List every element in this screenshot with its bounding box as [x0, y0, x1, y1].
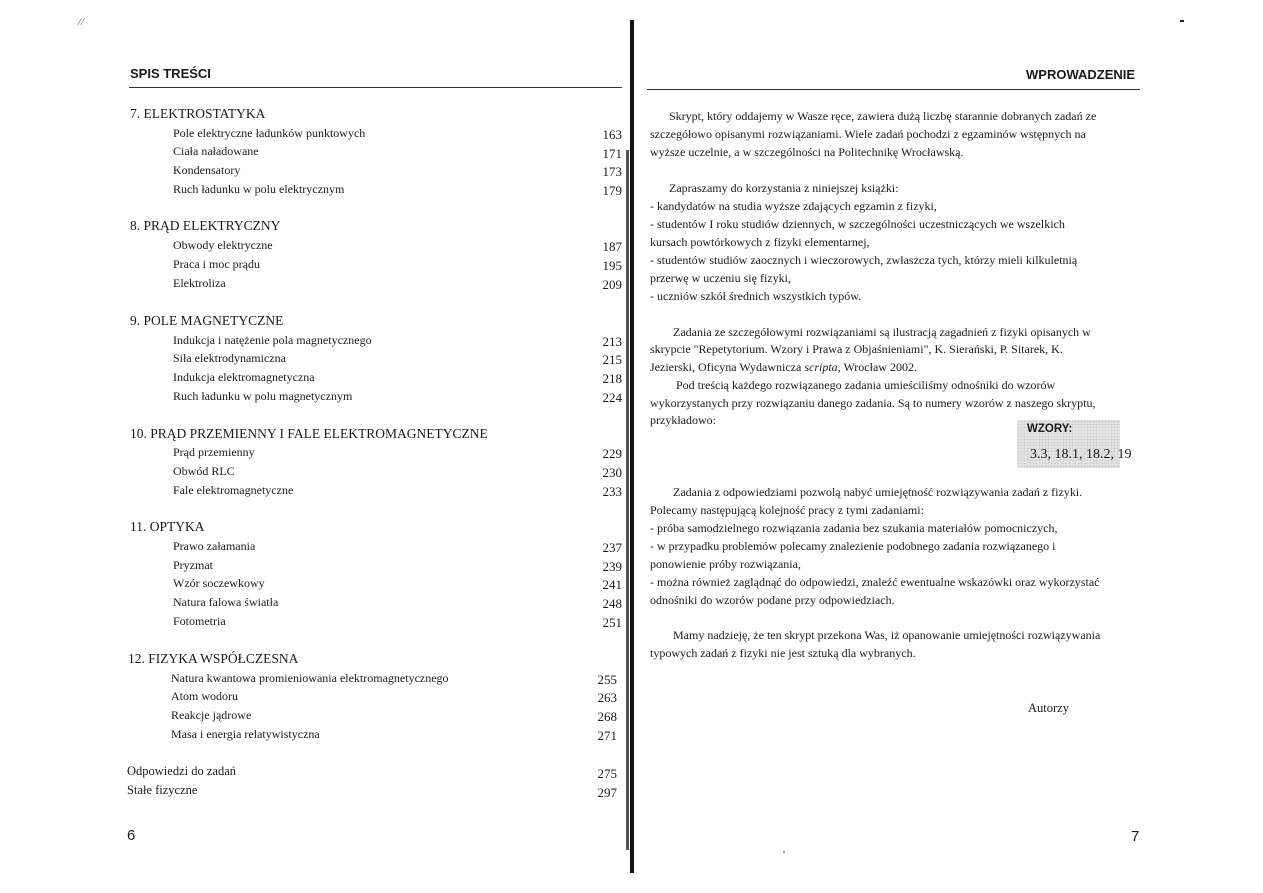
corner-mark — [1180, 20, 1184, 22]
toc-chapter-8: 8. PRĄD ELEKTRYCZNY — [130, 218, 281, 233]
toc-item: Reakcje jądrowe — [171, 708, 252, 722]
toc-item-constants: Stałe fizyczne — [127, 783, 198, 797]
toc-item: Fotometria — [173, 614, 226, 628]
intro-line: Pod treścią każdego rozwiązanego zadania umieściliśmy odnośniki do wzorów — [676, 378, 1056, 392]
toc-item: Pole elektryczne ładunków punktowych — [173, 126, 366, 140]
toc-page-number: 268 — [597, 709, 617, 724]
toc-item: Prąd przemienny — [173, 445, 255, 459]
left-header-rule — [129, 87, 622, 88]
toc-page-number: 179 — [602, 183, 622, 198]
toc-item: Praca i moc prądu — [173, 257, 260, 271]
intro-line: Polecamy następującą kolejność pracy z tymi zadaniami: — [650, 503, 924, 517]
toc-page-number: 248 — [602, 596, 622, 611]
toc-page-number: 251 — [602, 615, 622, 630]
intro-bullet: - kandydatów na studia wyższe zdających egzamin z fizyki, — [650, 199, 937, 213]
toc-item: Obwody elektryczne — [173, 238, 273, 252]
intro-header: WPROWADZENIE — [1026, 67, 1136, 82]
toc-item: Fale elektromagnetyczne — [173, 483, 294, 497]
corner-marks: // — [78, 16, 85, 28]
toc-item: Ruch ładunku w polu elektrycznym — [173, 182, 345, 196]
intro-line: ponowienie próby rozwiązania, — [650, 557, 801, 571]
toc-page-number: 195 — [602, 258, 622, 273]
left-page-number: 6 — [127, 827, 136, 844]
intro-bullet: - można również zaglądnąć do odpowiedzi, znaleźć ewentualne wskazówki oraz wykorzystać — [650, 575, 1100, 589]
intro-line: wyższe uczelnie, a w szczególności na Politechnikę Wrocławską. — [650, 145, 964, 159]
publisher-name: scripta — [804, 360, 838, 374]
right-page-number: 7 — [1131, 828, 1140, 845]
toc-item: Atom wodoru — [171, 689, 238, 703]
toc-page-number: 237 — [602, 540, 622, 555]
toc-item: Ruch ładunku w polu magnetycznym — [173, 389, 353, 403]
intro-bullet: - studentów studiów zaocznych i wieczorowych, zwłaszcza tych, którzy mieli kilkuletnią — [650, 253, 1078, 267]
wzory-label: WZORY: — [1027, 423, 1073, 435]
intro-line: Skrypt, który oddajemy w Wasze ręce, zawiera dużą liczbę starannie dobranych zadań ze — [669, 109, 1097, 123]
toc-page-number: 229 — [602, 446, 622, 461]
toc-page-number: 230 — [602, 465, 622, 480]
toc-chapter-11: 11. OPTYKA — [130, 519, 205, 534]
intro-bullet: - próba samodzielnego rozwiązania zadania bez szukania materiałów pomocniczych, — [650, 521, 1058, 535]
spine-shadow — [626, 150, 629, 850]
toc-item: Indukcja i natężenie pola magnetycznego — [173, 333, 372, 347]
toc-page-number: 275 — [597, 766, 617, 781]
toc-item: Obwód RLC — [173, 464, 235, 478]
intro-bullet: - studentów I roku studiów dziennych, w szczególności uczestniczących we wszelkich — [650, 217, 1065, 231]
toc-chapter-9: 9. POLE MAGNETYCZNE — [130, 313, 284, 328]
toc-page-number: 209 — [602, 277, 622, 292]
toc-item: Wzór soczewkowy — [173, 576, 265, 590]
intro-line: skrypcie "Repetytorium. Wzory i Prawa z Objaśnieniami", K. Sierański, P. Sitarek, K. — [650, 342, 1063, 356]
intro-line: przerwę w uczeniu się fizyki, — [650, 271, 791, 285]
publisher-text: Jezierski, Oficyna Wydawnicza — [650, 360, 805, 374]
toc-page-number: 218 — [602, 371, 622, 386]
toc-page-number: 215 — [602, 352, 622, 367]
toc-page-number: 163 — [602, 127, 622, 142]
intro-line: przykładowo: — [650, 413, 716, 427]
toc-page-number: 173 — [602, 164, 622, 179]
toc-chapter-7: 7. ELEKTROSTATYKA — [130, 106, 266, 121]
book-spine — [630, 20, 634, 873]
signature: Autorzy — [1028, 701, 1069, 715]
toc-item: Pryzmat — [173, 558, 213, 572]
toc-header: SPIS TREŚCI — [130, 66, 211, 81]
toc-item: Natura falowa światła — [173, 595, 279, 609]
toc-item-answers: Odpowiedzi do zadań — [127, 764, 236, 778]
toc-page-number: 171 — [602, 146, 622, 161]
toc-page-number: 224 — [602, 390, 622, 405]
intro-line: kursach powtórkowych z fizyki elementarnej, — [650, 235, 870, 249]
intro-line: typowych zadań z fizyki nie jest sztuką dla wybranych. — [650, 646, 916, 660]
toc-item: Ciała naładowane — [173, 144, 259, 158]
toc-chapter-12: 12. FIZYKA WSPÓŁCZESNA — [128, 651, 299, 666]
toc-page-number: 297 — [597, 785, 617, 800]
intro-line: odnośniki do wzorów podane przy odpowiedziach. — [650, 593, 895, 607]
right-header-rule — [647, 89, 1140, 90]
toc-page-number: 255 — [597, 672, 617, 687]
intro-bullet: - uczniów szkół średnich wszystkich typów. — [650, 289, 862, 303]
intro-line — [650, 360, 917, 375]
toc-page-number: 239 — [602, 559, 622, 574]
toc-item: Masa i energia relatywistyczna — [171, 727, 320, 741]
wzory-values: 3.3, 18.1, 18.2, 19 — [1030, 447, 1132, 462]
toc-chapter-10: 10. PRĄD PRZEMIENNY I FALE ELEKTROMAGNETYCZNE — [130, 426, 488, 441]
toc-item: Prawo załamania — [173, 539, 256, 553]
intro-line: Zadania z odpowiedziami pozwolą nabyć umiejętność rozwiązywania zadań z fizyki. — [673, 485, 1083, 499]
toc-page-number: 241 — [602, 577, 622, 592]
toc-item: Siła elektrodynamiczna — [173, 351, 286, 365]
intro-bullet: - w przypadku problemów polecamy znalezienie podobnego zadania rozwiązanego i — [650, 539, 1056, 553]
toc-page-number: 263 — [597, 690, 617, 705]
dust-speck — [783, 851, 785, 853]
intro-line: szczegółowo opisanymi rozwiązaniami. Wiele zadań pochodzi z egzaminów wstępnych na — [650, 127, 1086, 141]
intro-line: Zapraszamy do korzystania z niniejszej książki: — [669, 181, 899, 195]
toc-page-number: 187 — [602, 239, 622, 254]
toc-item: Elektroliza — [173, 276, 226, 290]
toc-item: Indukcja elektromagnetyczna — [173, 370, 315, 384]
toc-item: Natura kwantowa promieniowania elektromagnetycznego — [171, 671, 449, 685]
intro-line: Mamy nadzieję, że ten skrypt przekona Was, iż opanowanie umiejętności rozwiązywania — [673, 628, 1101, 642]
toc-page-number: 271 — [597, 728, 617, 743]
toc-page-number: 233 — [602, 484, 622, 499]
publisher-place: , Wrocław 2002. — [837, 360, 917, 374]
toc-item: Kondensatory — [173, 163, 241, 177]
intro-line: Zadania ze szczegółowymi rozwiązaniami są ilustracją zagadnień z fizyki opisanych w — [673, 325, 1091, 339]
toc-page-number: 213 — [602, 334, 622, 349]
intro-line: wykorzystanych przy rozwiązaniu danego zadania. Są to numery wzorów z naszego skryptu, — [650, 396, 1096, 410]
